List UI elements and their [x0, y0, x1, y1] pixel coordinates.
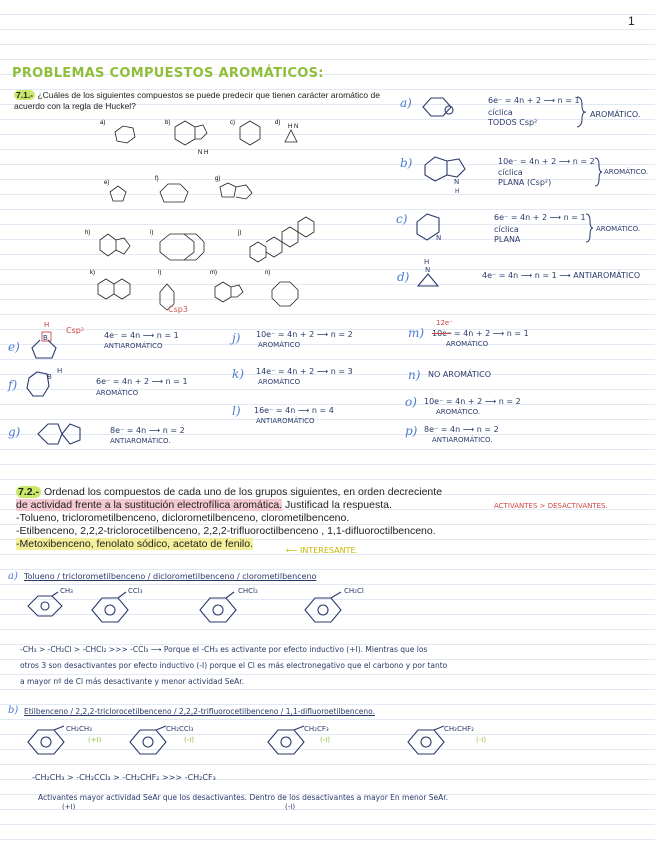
answer-m-struck: 10e⁻: [432, 329, 452, 338]
answer-k-verdict: AROMÁTICO: [258, 378, 301, 386]
side-note-activantes: ACTIVANTES > DESACTIVANTES.: [494, 502, 608, 510]
answer-l-line1: 16e⁻ = 4n ⟶ n = 4: [254, 406, 334, 415]
svg-text:H: H: [424, 258, 430, 266]
answer-c-verdict: AROMÁTICO.: [596, 225, 641, 233]
printed-molecule-d: [285, 130, 297, 142]
printed-molecule-f: [160, 184, 188, 202]
part-b-effect-3: (-I): [320, 736, 331, 744]
answer-g-molecule: [34, 418, 84, 452]
answer-a-molecule: [418, 92, 458, 122]
problem-2-line-b: -Etilbenceno, 2,2,2-triclorocetilbenceno, 2,2,2-trifluoroctilbenceno , 1,1-difluoroctilbenceno.: [16, 525, 436, 537]
problem-1-text: ¿Cuáles de los siguientes compuestos se puede predecir que tienen carácter aromático de acuerdo con la regla de Huckel?: [14, 90, 380, 111]
part-a-sub-2: CCl₃: [128, 587, 143, 595]
part-a-order: -CH₃ > -CH₂Cl > -CHCl₂ >>> -CCl₃ ⟶ Porque el -CH₃ es activante por efecto inductivo (+I). Mientras que los: [20, 645, 428, 654]
answer-b-line2: cíclica: [498, 168, 523, 177]
svg-text:N: N: [425, 266, 431, 274]
problem-2-statement-1: Ordenad los compuestos de cada uno de los grupos siguientes, en orden decreciente: [43, 486, 443, 498]
answer-m-verdict: AROMÁTICO: [446, 340, 489, 348]
benzene-ch2cf3: [268, 726, 304, 754]
printed-label-e: e): [104, 180, 110, 186]
answer-k-line1: 14e⁻ = 4n + 2 ⟶ n = 3: [256, 367, 353, 376]
svg-text:B: B: [47, 373, 52, 381]
answer-n-verdict: NO AROMÁTICO: [428, 370, 492, 379]
answer-f-label: f): [8, 378, 18, 392]
problem-1-number: 7.1.-: [16, 90, 34, 100]
svg-text:B: B: [43, 334, 48, 342]
problem-2-statement-3: Justificad la respuesta.: [282, 499, 392, 511]
answer-d-line1: 4e⁻ = 4n ⟶ n = 1 ⟶ ANTIAROMÁTICO: [482, 271, 641, 280]
answer-l-label: l): [232, 404, 241, 418]
printed-molecule-e: [110, 186, 126, 201]
printed-atom-nh: N H: [198, 150, 209, 156]
printed-atom-h: H N: [288, 124, 299, 130]
answer-p-line1: 8e⁻ = 4n ⟶ n = 2: [424, 425, 499, 434]
answer-c-line1: 6e⁻ = 4n + 2 ⟶ n = 1: [494, 213, 586, 222]
svg-text:H: H: [455, 188, 460, 195]
answer-b-verdict: AROMÁTICO.: [604, 168, 649, 176]
printed-label-n: n): [265, 270, 271, 276]
problem-2-statement: [16, 486, 496, 551]
answer-a-line1: 6e⁻ = 4n + 2 ⟶ n = 1: [488, 96, 580, 105]
printed-label-j: j): [238, 230, 242, 236]
printed-label-m: m): [210, 270, 217, 276]
answer-c-line2: cíclica: [494, 225, 519, 234]
part-a-molecules: [20, 586, 380, 634]
part-b-heading: Etilbenceno / 2,2,2-triclorocetilbenceno / 2,2,2-trifluorocetilbenceno / 1,1-difluoroetilbenceno.: [24, 707, 375, 716]
printed-molecule-g: [220, 183, 252, 199]
benzene-chcl2: [200, 592, 236, 622]
answer-g-line1: 8e⁻ = 4n ⟶ n = 2: [110, 426, 185, 435]
printed-molecule-i: [160, 234, 204, 260]
problem-2-line-a: -Tolueno, triclorometilbenceno, diclorometilbenceno, clorometilbenceno.: [16, 512, 350, 524]
answer-o-line1: 10e⁻ = 4n + 2 ⟶ n = 2: [424, 397, 521, 406]
answer-f-line1: 6e⁻ = 4n + 2 ⟶ n = 1: [96, 377, 188, 386]
answer-b-line1: 10e⁻ = 4n + 2 ⟶ n = 2: [498, 157, 595, 166]
part-a-sub-1: CH₃: [60, 587, 73, 595]
answer-b-label: b): [400, 156, 413, 170]
problem-2-statement-2: de actividad frente a la sustitución electrofílica aromática.: [16, 499, 283, 511]
answer-c-line3: PLANA: [494, 235, 521, 244]
svg-text:N: N: [436, 234, 442, 242]
printed-molecule-n: [272, 282, 298, 306]
answer-a-verdict: AROMÁTICO.: [590, 110, 641, 119]
answer-a-brace: [576, 96, 586, 128]
printed-label-a: a): [100, 120, 106, 126]
answer-j-line1: 10e⁻ = 4n + 2 ⟶ n = 2: [256, 330, 353, 339]
answer-a-label: a): [400, 96, 412, 110]
answer-n-label: n): [408, 368, 421, 382]
answer-b-molecule: [420, 150, 480, 195]
printed-molecule-c: [240, 121, 260, 145]
answer-d-label: d): [397, 270, 410, 284]
answer-c-label: c): [396, 212, 408, 226]
part-a-sub-4: CH₂Cl: [344, 587, 364, 595]
answer-e-note: Csp²: [66, 326, 85, 335]
answer-k-label: k): [232, 367, 244, 381]
printed-molecule-m: [215, 282, 243, 302]
answer-c-brace: [585, 213, 593, 243]
answer-e-verdict: ANTIAROMÁTICO: [104, 342, 163, 350]
answer-p-verdict: ANTIAROMÁTICO.: [432, 436, 493, 444]
part-a-explain-3: a mayor nº de Cl más desactivante y menor actividad SeAr.: [20, 677, 245, 686]
part-a-sub-3: CHCl₂: [238, 587, 258, 595]
answer-a-line3: TODOS Csp²: [488, 118, 538, 127]
answer-b-line3: PLANA (Csp²): [498, 178, 552, 187]
answer-d-molecule: [414, 256, 444, 288]
answer-o-verdict: AROMÁTICO.: [436, 408, 481, 416]
answer-l-verdict: ANTIAROMÁTICO: [256, 417, 315, 425]
printed-label-i: i): [150, 230, 154, 236]
part-a-heading: Tolueno / triclorometilbenceno / diclorometilbenceno / clorometilbenceno: [24, 572, 317, 581]
part-b-effect-2: (-I): [184, 736, 195, 744]
answer-m-correction: 12e⁻: [436, 319, 453, 327]
answer-m-line1: [432, 329, 529, 338]
benzene-ch2ccl3: [130, 726, 166, 754]
answer-e-line1: 4e⁻ = 4n ⟶ n = 1: [104, 331, 179, 340]
answer-b-brace: [594, 157, 602, 187]
printed-label-h: h): [85, 230, 91, 236]
benzene-ch2chf2: [408, 726, 444, 754]
printed-molecule-a: [115, 126, 135, 143]
answer-a-line2: cíclica: [488, 108, 513, 117]
part-b-sub-3: CH₂CF₃: [304, 725, 329, 733]
printed-label-k: k): [90, 270, 95, 276]
answer-f-molecule: [25, 364, 65, 402]
part-b-sub-2: CH₂CCl₃: [166, 725, 194, 733]
answer-e-molecule: [28, 320, 64, 360]
printed-label-d: d): [275, 120, 281, 126]
part-b-effect-1: (+I): [88, 736, 102, 744]
printed-label-l: l): [158, 270, 162, 276]
problem-2-line-c: -Metoxibenceno, fenolato sódico, acetato de fenilo.: [16, 538, 253, 550]
answer-o-label: o): [405, 395, 417, 409]
answer-f-verdict: AROMÁTICO: [96, 389, 139, 397]
part-b-effect-4: (-I): [476, 736, 487, 744]
part-b-sub-1: CH₂CH₃: [66, 725, 92, 733]
answer-e-label: e): [8, 340, 20, 354]
page-title: PROBLEMAS COMPUESTOS AROMÁTICOS:: [12, 66, 324, 81]
part-b-under-1: (+I): [62, 803, 76, 811]
svg-text:H: H: [44, 321, 50, 329]
part-b-under-2: (-I): [285, 803, 296, 811]
printed-label-g: g): [215, 176, 221, 182]
answer-m-equation: = 4n + 2 ⟶ n = 1: [451, 329, 529, 338]
interesante-note: ⟵ INTERESANTE.: [286, 546, 359, 555]
answer-j-label: j): [232, 331, 241, 345]
svg-text:N: N: [454, 178, 460, 186]
part-b-order: -CH₂CH₃ > -CH₂CCl₃ > -CH₂CHF₂ >>> -CH₂CF₃: [32, 773, 216, 782]
part-a-explain-2: otros 3 son desactivantes por efecto inductivo (-I) porque el Cl es más electronegativo que el carbono y por tanto: [20, 661, 448, 670]
printed-structures-grid: [85, 112, 390, 317]
benzene-ccl3: [92, 592, 128, 622]
answer-g-verdict: ANTIAROMÁTICO.: [110, 437, 171, 445]
printed-label-f: f): [155, 176, 159, 182]
printed-label-c: c): [230, 120, 235, 126]
interesante-text: INTERESANTE.: [300, 546, 359, 555]
benzene-ethyl: [28, 726, 64, 754]
printed-label-b: b): [165, 120, 171, 126]
printed-molecule-j: [250, 217, 314, 262]
problem-2-number: 7.2.-: [18, 486, 40, 498]
svg-text:H: H: [57, 367, 63, 375]
benzene-ch2cl: [305, 592, 341, 622]
answer-p-label: p): [405, 424, 418, 438]
answer-j-verdict: AROMÁTICO: [258, 341, 301, 349]
part-a-label: a): [8, 571, 18, 582]
answer-c-molecule: [412, 210, 452, 245]
answer-g-label: g): [8, 425, 21, 439]
part-b-conclusion: Activantes mayor actividad SeAr que los desactivantes. Dentro de los desactivantes a mayor En menor SeAr.: [38, 793, 449, 802]
answer-m-label: m): [408, 326, 425, 340]
part-b-sub-4: CH₂CHF₂: [444, 725, 474, 733]
csp3-note: Csp3: [168, 305, 188, 314]
printed-molecule-h: [100, 234, 130, 256]
printed-molecule-b: [175, 121, 207, 145]
benzene-toluene: [28, 592, 62, 616]
part-b-label: b): [8, 705, 19, 716]
problem-1-question: [14, 90, 384, 112]
printed-molecule-k: [98, 279, 130, 299]
page-number: 1: [628, 14, 635, 28]
